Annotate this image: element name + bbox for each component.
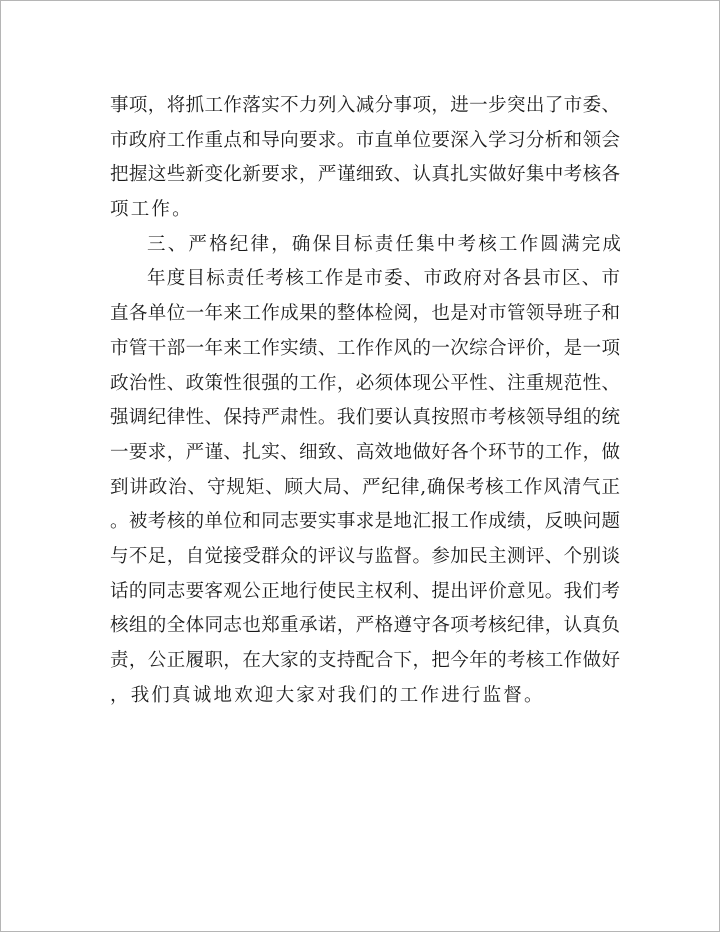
paragraph-line: ，我们真诚地欢迎大家对我们的工作进行监督。 [110, 684, 545, 706]
paragraph-line: 项工作。 [110, 199, 193, 221]
paragraph-line: 事项，将抓工作落实不力列入减分事项，进一步突出了市委、 [110, 95, 620, 116]
paragraph-line: 市管干部一年来工作实绩、工作作风的一次综合评价，是一项 [110, 337, 620, 359]
paragraph-line: 。被考核的单位和同志要实事求是地汇报工作成绩，反映问题 [110, 511, 620, 533]
paragraph-line: 市政府工作重点和导向要求。市直单位要深入学习分析和领会 [110, 129, 620, 151]
paragraph-line: 强调纪律性、保持严肃性。我们要认真按照市考核领导组的统 [110, 407, 620, 429]
paragraph-line: 到讲政治、守规矩、顾大局、严纪律,确保考核工作风清气正 [110, 476, 620, 498]
paragraph-line: 责，公正履职，在大家的支持配合下，把今年的考核工作做好 [110, 650, 620, 671]
paragraph-line: 与不足，自觉接受群众的评议与监督。参加民主测评、个别谈 [110, 545, 620, 567]
paragraph-line: 把握这些新变化新要求，严谨细致、认真扎实做好集中考核各 [110, 164, 620, 186]
paragraph-line: 核组的全体同志也郑重承诺，严格遵守各项考核纪律，认真负 [110, 615, 620, 637]
paragraph-line: 话的同志要客观公正地行使民主权利、提出评价意见。我们考 [110, 580, 620, 602]
paragraph-line: 年度目标责任考核工作是市委、市政府对各县市区、市 [147, 268, 620, 290]
paragraph-line: 一要求，严谨、扎实、细致、高效地做好各个环节的工作，做 [110, 441, 620, 463]
paragraph-line: 政治性、政策性很强的工作，必须体现公平性、注重规范性、 [110, 372, 620, 394]
document-body [110, 89, 624, 713]
paragraph-line: 直各单位一年来工作成果的整体检阅，也是对市管领导班子和 [110, 303, 620, 325]
section-heading: 三、严格纪律，确保目标责任集中考核工作圆满完成 [147, 233, 624, 255]
